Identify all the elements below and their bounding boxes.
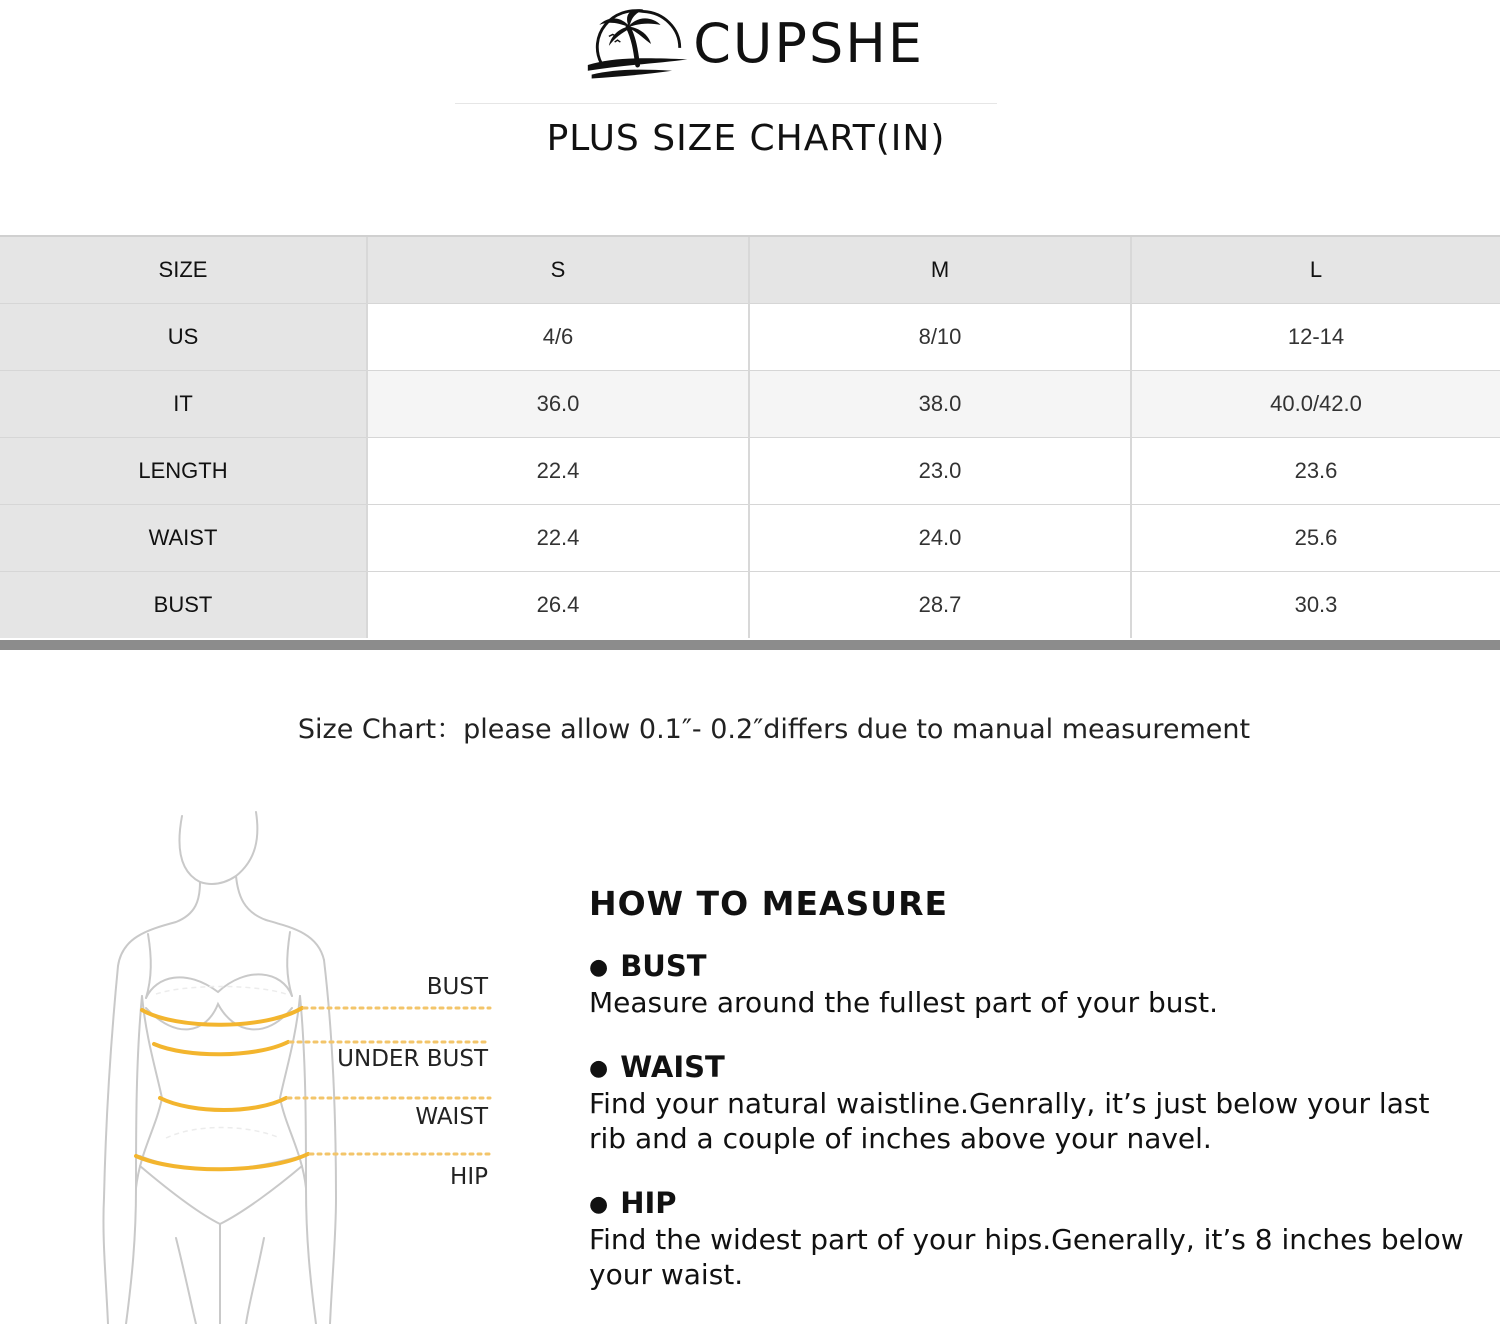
table-cell: 26.4 — [367, 572, 749, 639]
how-to-measure-section — [589, 884, 1469, 1322]
table-cell: 24.0 — [749, 505, 1131, 572]
bullet-icon: ● — [589, 1056, 609, 1081]
brand-name: CUPSHE — [693, 12, 924, 75]
table-row-bust — [0, 572, 1500, 639]
table-cell: 36.0 — [367, 371, 749, 438]
measure-item-title — [589, 949, 1469, 985]
measure-item-desc: Find your natural waistline.Genrally, it’s just below your last rib and a couple of inches above your navel. — [589, 1087, 1430, 1155]
table-cell: 4/6 — [367, 304, 749, 371]
figure-label-under-bust: UNDER BUST — [337, 1046, 488, 1072]
row-label: WAIST — [0, 505, 367, 572]
table-cell: 30.3 — [1131, 572, 1500, 639]
measure-item-hip — [589, 1186, 1469, 1292]
page-title: PLUS SIZE CHART(IN) — [546, 118, 946, 159]
measure-item-waist — [589, 1050, 1469, 1156]
measure-item-title-text: HIP — [620, 1186, 677, 1220]
column-header-size: SIZE — [0, 236, 367, 304]
table-cell: 25.6 — [1131, 505, 1500, 572]
measure-item-title-text: WAIST — [620, 1050, 725, 1084]
table-cell: 22.4 — [367, 505, 749, 572]
table-row-length — [0, 438, 1500, 505]
figure-label-hip: HIP — [450, 1164, 488, 1190]
table-header-row — [0, 236, 1500, 304]
table-cell: 38.0 — [749, 371, 1131, 438]
measure-item-title — [589, 1186, 1469, 1222]
header-divider — [455, 103, 997, 104]
measurement-note: Size Chart：please allow 0.1″- 0.2″differs due to manual measurement — [297, 714, 1251, 745]
table-row-waist — [0, 505, 1500, 572]
table-cell: 8/10 — [749, 304, 1131, 371]
row-label: IT — [0, 371, 367, 438]
table-cell: 28.7 — [749, 572, 1131, 639]
column-header-l: L — [1131, 236, 1500, 304]
table-cell: 23.0 — [749, 438, 1131, 505]
row-label: BUST — [0, 572, 367, 639]
palm-tree-wave-icon — [584, 2, 691, 86]
section-heading: HOW TO MEASURE — [589, 884, 949, 923]
measure-item-title — [589, 1050, 1469, 1086]
size-chart-table — [0, 235, 1500, 638]
measure-item-bust — [589, 949, 1469, 1020]
measure-item-desc: Find the widest part of your hips.Generally, it’s 8 inches below your waist. — [589, 1223, 1464, 1291]
table-cell: 23.6 — [1131, 438, 1500, 505]
column-header-s: S — [367, 236, 749, 304]
measure-item-desc: Measure around the fullest part of your bust. — [589, 986, 1219, 1019]
measure-item-title-text: BUST — [620, 949, 707, 983]
figure-label-bust: BUST — [426, 974, 488, 1000]
table-row-us — [0, 304, 1500, 371]
row-label: LENGTH — [0, 438, 367, 505]
figure-label-waist: WAIST — [415, 1104, 488, 1130]
column-header-m: M — [749, 236, 1131, 304]
body-measurement-figure — [96, 808, 500, 1324]
table-cell: 22.4 — [367, 438, 749, 505]
table-bottom-bar — [0, 640, 1500, 650]
table-cell: 40.0/42.0 — [1131, 371, 1500, 438]
table-cell: 12-14 — [1131, 304, 1500, 371]
row-label: US — [0, 304, 367, 371]
brand-logo — [584, 2, 924, 86]
table-row-it — [0, 371, 1500, 438]
bullet-icon: ● — [589, 1192, 609, 1217]
bullet-icon: ● — [589, 955, 609, 980]
